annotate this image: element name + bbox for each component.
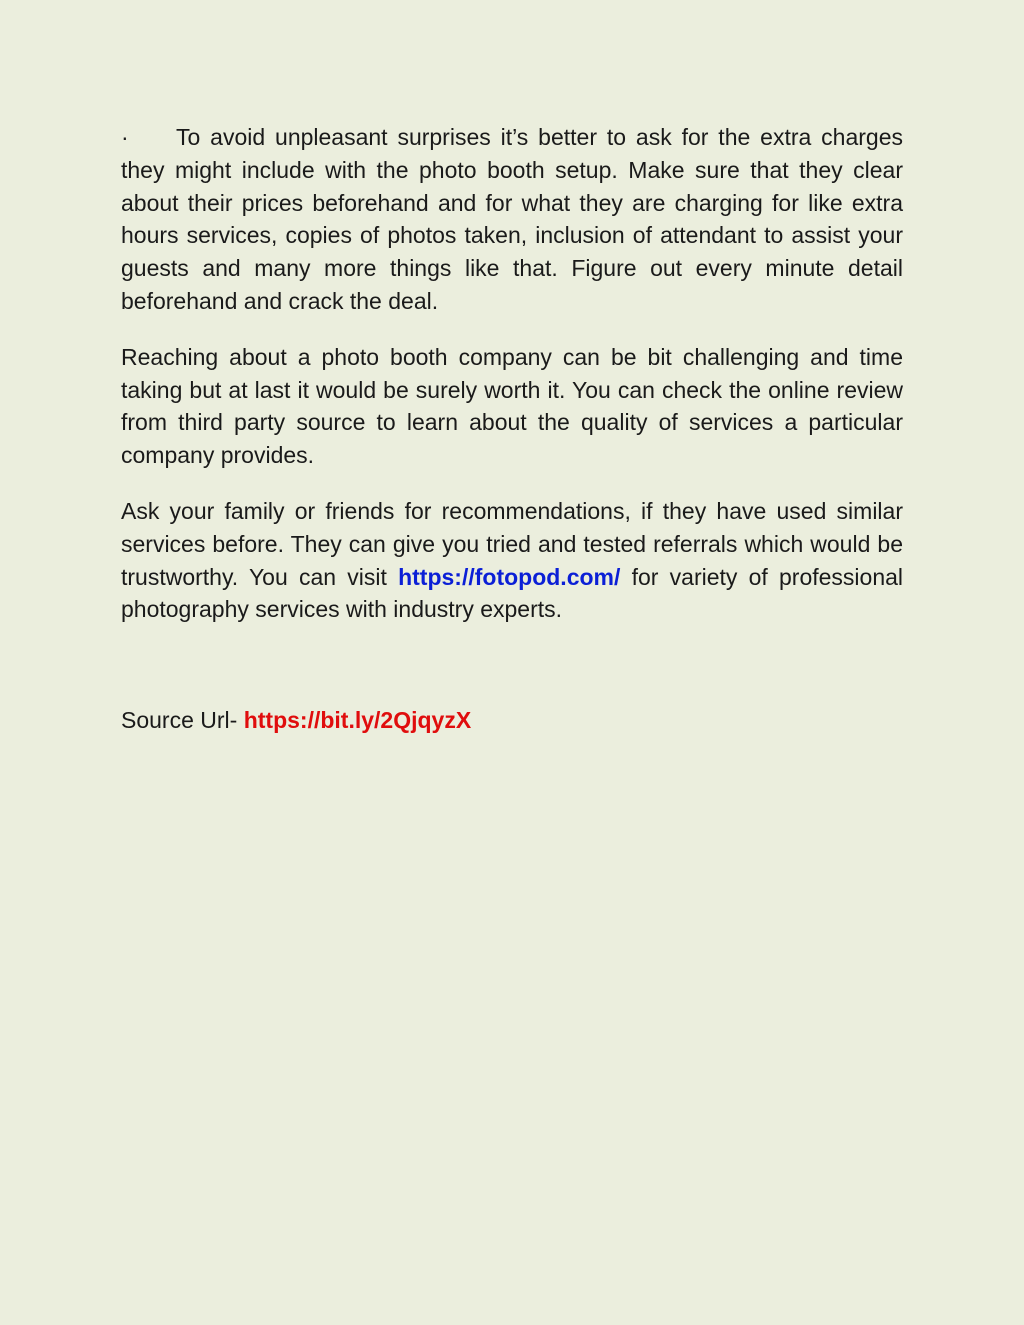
source-link[interactable]: https://bit.ly/2QjqyzX [243, 707, 472, 733]
bullet-paragraph [121, 121, 903, 318]
bullet-dot: · [121, 124, 129, 150]
paragraph-1-text: To avoid unpleasant surprises it’s better to ask for the extra charges they might include with the photo booth setup. Make sure that they clear about their prices beforehand and for what they are charging for like extra hours services, copies of photos taken, inclusion of attendant to assist your guests and many more things like that. Figure out every minute detail beforehand and crack the deal. [121, 124, 903, 314]
source-line [121, 704, 471, 736]
source-label: Source Url- [121, 707, 244, 733]
paragraph-3 [121, 495, 903, 626]
paragraph-2: Reaching about a photo booth company can be bit challenging and time taking but at last it would be surely worth it. You can check the online review from third party source to learn about the quality of services a particular company provides. [121, 343, 903, 469]
fotopod-link[interactable]: https://fotopod.com/ [398, 563, 621, 590]
document-body [121, 121, 903, 649]
paragraph-3-text-before-link: Ask your family or friends for recommendations, if they have used similar services before. They can give you tried and tested referrals which would be trustworthy. You can visit [121, 497, 903, 590]
paragraph-3-text-after-link: for variety of professional photography services with industry experts. [121, 563, 904, 623]
